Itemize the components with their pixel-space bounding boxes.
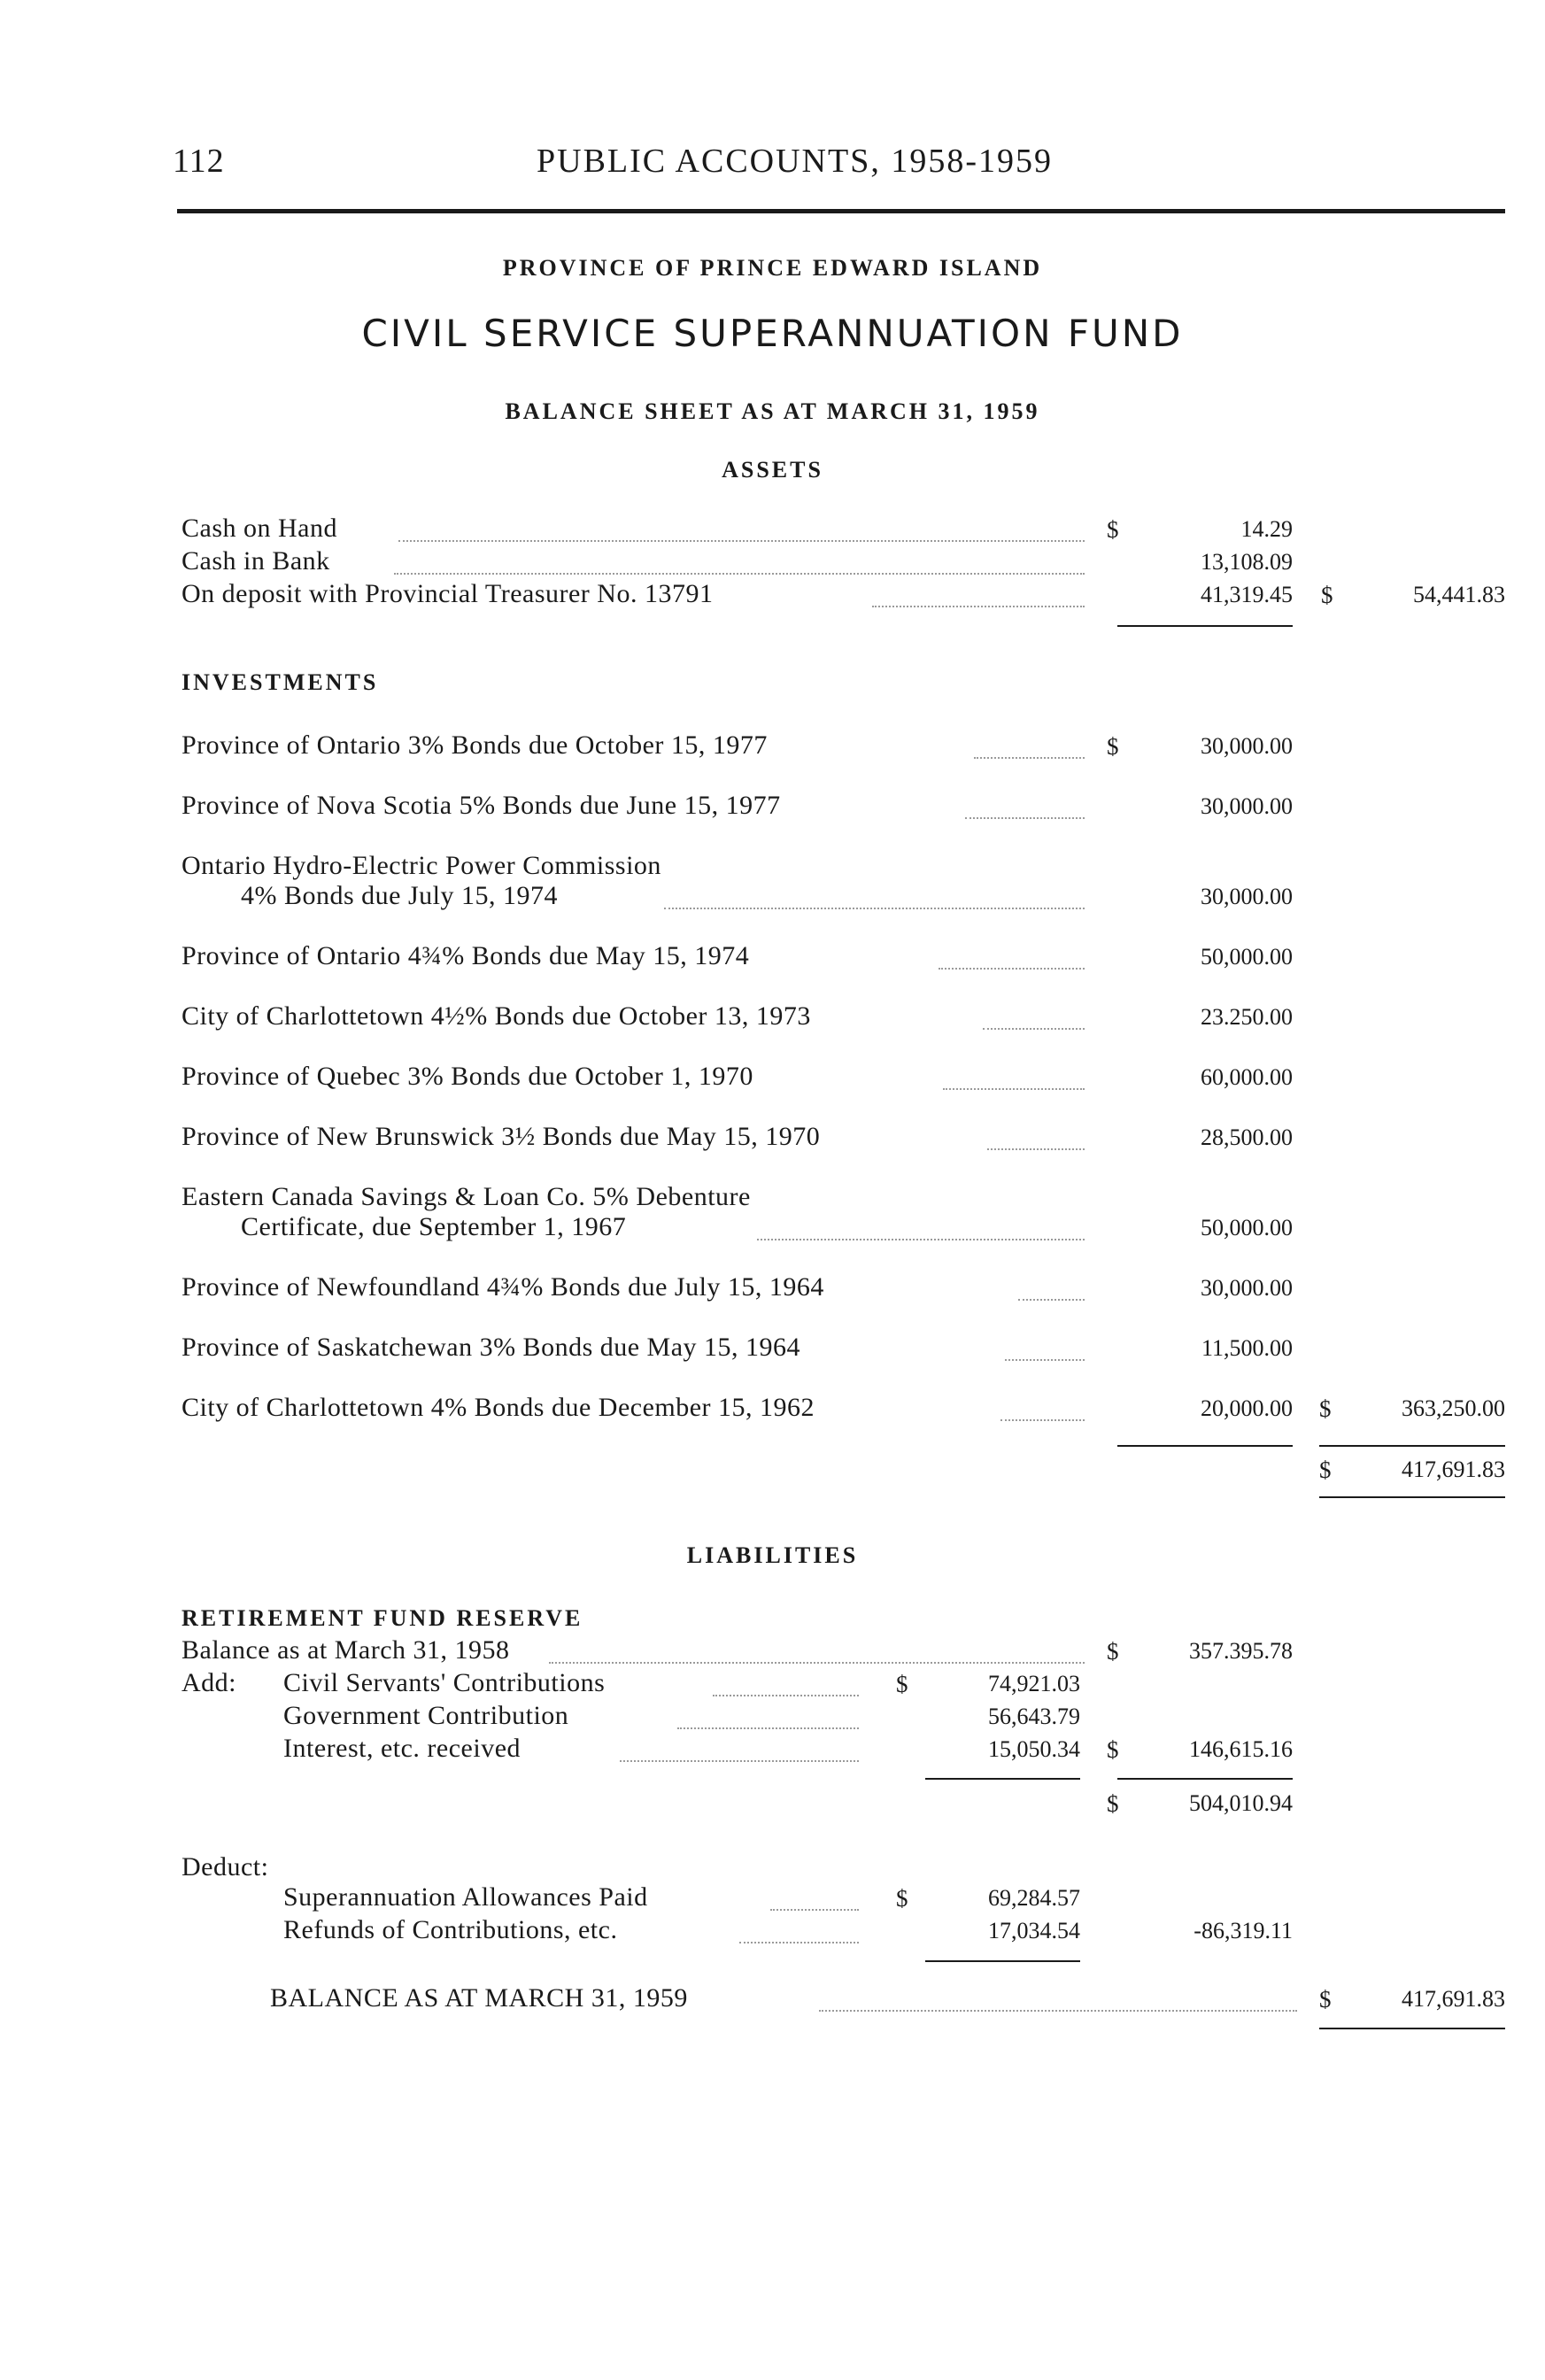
- page-number: 112: [173, 143, 225, 180]
- dollar-sign: $: [896, 1885, 908, 1912]
- investment-label: Province of Quebec 3% Bonds due October 1, 1970: [182, 1062, 753, 1091]
- leader-dots: [549, 1662, 1085, 1664]
- investment-amount: 30,000.00: [1201, 884, 1293, 909]
- investment-amount: 30,000.00: [1201, 733, 1293, 759]
- investment-label: Province of Ontario 4¾% Bonds due May 15, 1974: [182, 941, 750, 970]
- investment-total: 363,250.00: [1402, 1395, 1505, 1421]
- assets-grand-total: 417,691.83: [1402, 1457, 1505, 1482]
- leader-dots: [664, 908, 1085, 909]
- dollar-sign: $: [1107, 516, 1119, 543]
- investment-label: Province of Nova Scotia 5% Bonds due June 15, 1977: [182, 791, 781, 820]
- leader-dots: [398, 540, 1085, 542]
- investment-label: Province of Newfoundland 4¾% Bonds due July 15, 1964: [182, 1272, 824, 1302]
- dollar-sign: $: [1319, 1395, 1332, 1422]
- investment-amount: 20,000.00: [1201, 1395, 1293, 1421]
- reserve-heading: RETIREMENT FUND RESERVE: [182, 1605, 583, 1631]
- deduction-amount: 17,034.54: [988, 1918, 1080, 1943]
- investment-amount: 23.250.00: [1201, 1004, 1293, 1030]
- balance-amount: 357.395.78: [1189, 1638, 1293, 1664]
- leader-dots: [1000, 1419, 1085, 1421]
- deduction-amount: 69,284.57: [988, 1885, 1080, 1911]
- balance-sheet-title: BALANCE SHEET AS AT MARCH 31, 1959: [505, 398, 1040, 424]
- additions-total: 146,615.16: [1189, 1736, 1293, 1762]
- closing-balance-label: BALANCE AS AT MARCH 31, 1959: [270, 1983, 688, 2013]
- investment-label: 4% Bonds due July 15, 1974: [241, 881, 558, 910]
- addition-amount: 56,643.79: [988, 1704, 1080, 1729]
- asset-amount: 13,108.09: [1201, 549, 1293, 575]
- investment-amount: 11,500.00: [1201, 1335, 1293, 1361]
- addition-amount: 15,050.34: [988, 1736, 1080, 1762]
- balance-label: Balance as at March 31, 1958: [182, 1635, 510, 1665]
- investment-label: City of Charlottetown 4% Bonds due December 15, 1962: [182, 1393, 815, 1422]
- asset-label: On deposit with Provincial Treasurer No. 13791: [182, 579, 714, 608]
- leader-dots: [394, 573, 1085, 575]
- investment-label: Province of Saskatchewan 3% Bonds due May 15, 1964: [182, 1333, 801, 1362]
- leader-dots: [620, 1760, 859, 1762]
- investment-label: Province of New Brunswick 3½ Bonds due May 15, 1970: [182, 1122, 821, 1151]
- subtotal-rule: [925, 1960, 1080, 1962]
- dollar-sign: $: [1107, 1736, 1119, 1763]
- asset-label: Cash in Bank: [182, 546, 330, 576]
- investments-heading: INVESTMENTS: [182, 669, 379, 695]
- dollar-sign: $: [1321, 582, 1333, 608]
- leader-dots: [939, 968, 1085, 970]
- addition-label: Government Contribution: [283, 1701, 569, 1730]
- investment-amount: 60,000.00: [1201, 1064, 1293, 1090]
- leader-dots: [943, 1088, 1085, 1090]
- deduction-label: Refunds of Contributions, etc.: [283, 1915, 618, 1944]
- leader-dots: [757, 1239, 1085, 1240]
- investment-label: Certificate, due September 1, 1967: [241, 1212, 627, 1241]
- add-label: Add:: [182, 1668, 236, 1697]
- dollar-sign: $: [1107, 1790, 1119, 1817]
- leader-dots: [739, 1942, 859, 1943]
- total-rule: [1319, 2028, 1505, 2029]
- dollar-sign: $: [1319, 1986, 1332, 2013]
- leader-dots: [987, 1148, 1085, 1150]
- addition-label: Interest, etc. received: [283, 1734, 521, 1763]
- total-rule: [1319, 1445, 1505, 1447]
- dollar-sign: $: [1107, 733, 1119, 760]
- addition-label: Civil Servants' Contributions: [283, 1668, 606, 1697]
- leader-dots: [872, 606, 1085, 607]
- reserve-subtotal: 504,010.94: [1189, 1790, 1293, 1816]
- investment-amount: 28,500.00: [1201, 1124, 1293, 1150]
- leader-dots: [713, 1695, 859, 1696]
- subtotal-rule: [1117, 1778, 1293, 1780]
- assets-heading: ASSETS: [722, 457, 823, 483]
- deductions-total: -86,319.11: [1194, 1918, 1293, 1943]
- header-rule: [177, 209, 1505, 213]
- closing-balance-total: 417,691.83: [1402, 1986, 1505, 2012]
- investment-amount: 30,000.00: [1201, 1275, 1293, 1301]
- subtotal-rule: [1117, 1445, 1293, 1447]
- subtotal-rule: [925, 1778, 1080, 1780]
- investment-amount: 50,000.00: [1201, 1215, 1293, 1240]
- deduct-label: Deduct:: [182, 1852, 269, 1882]
- fund-title: CIVIL SERVICE SUPERANNUATION FUND: [361, 312, 1184, 355]
- asset-total: 54,441.83: [1413, 582, 1505, 607]
- subtotal-rule: [1117, 625, 1293, 627]
- investment-label: Province of Ontario 3% Bonds due October 15, 1977: [182, 730, 768, 760]
- dollar-sign: $: [1319, 1457, 1332, 1483]
- investment-amount: 50,000.00: [1201, 944, 1293, 970]
- total-rule: [1319, 1496, 1505, 1498]
- dollar-sign: $: [1107, 1638, 1119, 1665]
- leader-dots: [1018, 1299, 1085, 1301]
- leader-dots: [965, 817, 1085, 819]
- addition-amount: 74,921.03: [988, 1671, 1080, 1696]
- asset-label: Cash on Hand: [182, 514, 337, 543]
- leader-dots: [677, 1727, 859, 1729]
- leader-dots: [819, 2010, 1297, 2012]
- leader-dots: [770, 1909, 859, 1911]
- deduction-label: Superannuation Allowances Paid: [283, 1882, 648, 1912]
- leader-dots: [974, 757, 1085, 759]
- province-title: PROVINCE OF PRINCE EDWARD ISLAND: [502, 255, 1043, 281]
- asset-amount: 41,319.45: [1201, 582, 1293, 607]
- leader-dots: [983, 1028, 1085, 1030]
- asset-amount: 14.29: [1240, 516, 1293, 542]
- leader-dots: [1005, 1359, 1085, 1361]
- liabilities-heading: LIABILITIES: [686, 1542, 859, 1568]
- investment-label-line1: Ontario Hydro-Electric Power Commission: [182, 851, 661, 880]
- investment-label: City of Charlottetown 4½% Bonds due October 13, 1973: [182, 1001, 811, 1031]
- investment-amount: 30,000.00: [1201, 793, 1293, 819]
- running-title: PUBLIC ACCOUNTS, 1958-1959: [537, 143, 1053, 180]
- dollar-sign: $: [896, 1671, 908, 1697]
- investment-label-line1: Eastern Canada Savings & Loan Co. 5% Debenture: [182, 1182, 751, 1211]
